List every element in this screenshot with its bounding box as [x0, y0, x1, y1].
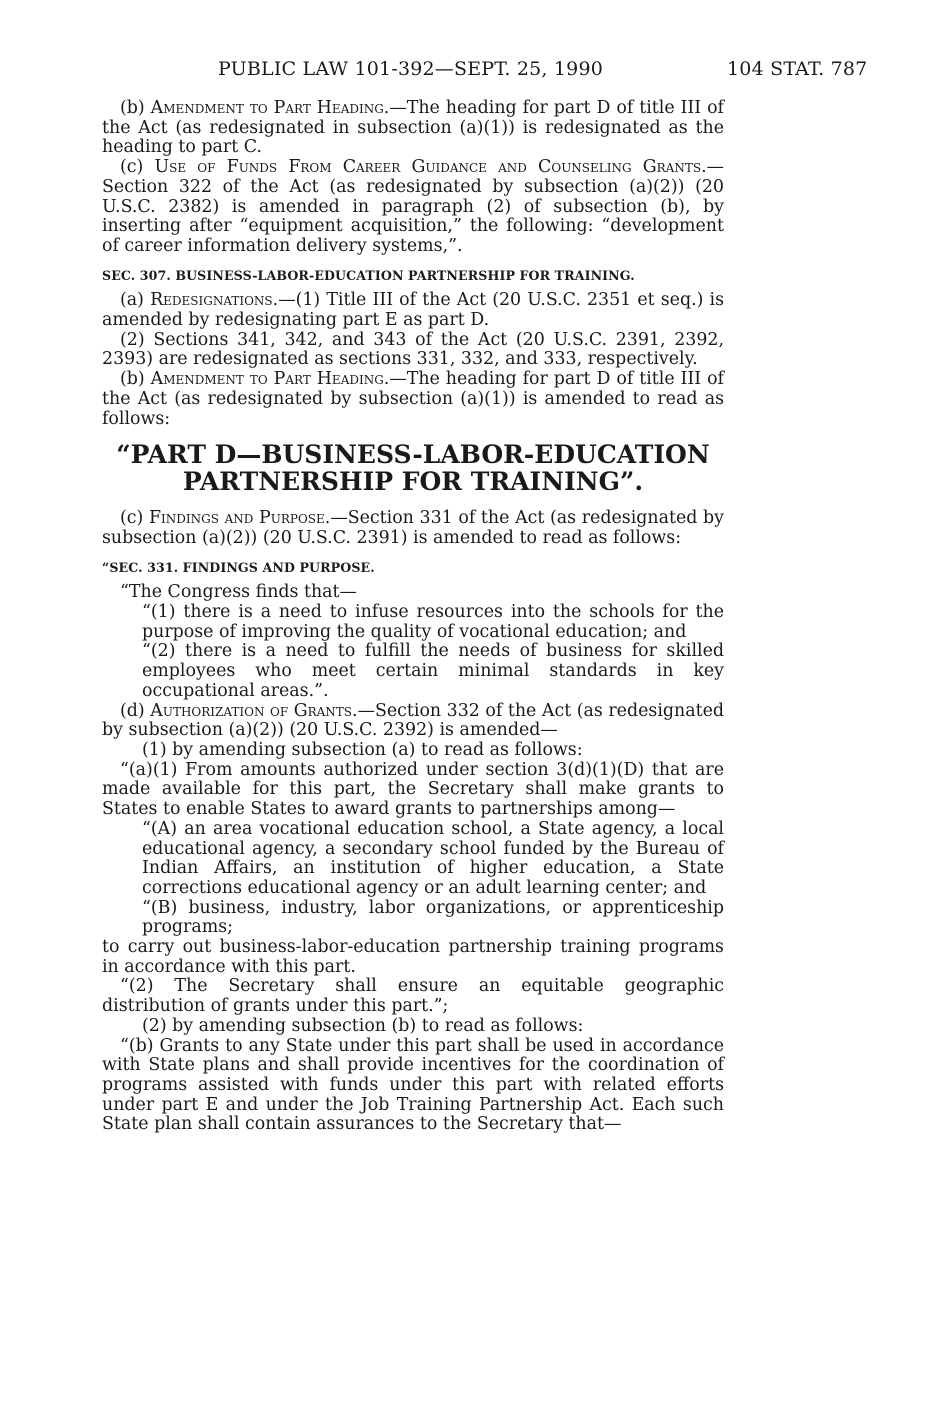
section-331-heading: “SEC. 331. FINDINGS AND PURPOSE.: [102, 559, 375, 575]
caption-authorization-of-grants: Authorization of Grants.: [150, 700, 358, 721]
paragraph-b-grants-to-state: “(b) Grants to any State under this part shall be used in accordance with State plans and shall provide incentives for the coordination of programs assisted with funds under this part with related efforts under part E and under the Job Training Partnership Act. Each such State plan shall contain assurances to the Secretary that—: [102, 1035, 724, 1135]
part-heading-line-2: PARTNERSHIP FOR TRAINING”.: [182, 467, 644, 497]
clause-A: “(A) an area vocational education school, a State agency, a local educational agency, a secondary school funded by the Bureau of Indian Affairs, an institution of higher education, a State corrections educational agency or an adult learning center; and: [142, 818, 724, 898]
paragraph-c-findings-and-purpose: (c) Findings and Purpose.—Section 331 of the Act (as redesignated by subsection (a)(2)) (20 U.S.C. 2391) is amended to read as follows:: [102, 508, 724, 548]
part-heading-line-1: “PART D—BUSINESS-LABOR-EDUCATION: [116, 440, 710, 470]
paragraph-carry-out: to carry out business-labor-education partnership training programs in accordance with this part.: [102, 937, 724, 977]
finding-1: “(1) there is a need to infuse resources into the schools for the purpose of improving the quality of vocational education; and: [142, 602, 724, 642]
paragraph-a1-quote: “(a)(1) From amounts authorized under section 3(d)(1)(D) that are made available for this part, the Secretary shall make grants to States to enable States to award grants to partnerships among—: [102, 759, 724, 820]
header-stat-page: 104 STAT. 787: [727, 58, 868, 80]
caption-amendment-to-part-heading-2: Amendment to Part Heading.: [150, 369, 390, 390]
header-title: PUBLIC LAW 101-392—SEPT. 25, 1990: [218, 58, 604, 80]
paragraph-a-redesignations: (a) Redesignations.—(1) Title III of the Act (20 U.S.C. 2351 et seq.) is amended by redesignating part E as part D.: [102, 290, 725, 331]
paragraph-d2-amend-subsection-b: (2) by amending subsection (b) to read as follows:: [142, 1015, 584, 1036]
paragraph-c-use-of-funds: (c) Use of Funds From Career Guidance and Counseling Grants.—Section 322 of the Act (as redesignated by subsection (a)(2)) (20 U.S.C. 2382) is amended in paragraph (2) of subsection (b), by inserting after “equipment acquisition,” the following: “development of career information delivery systems,”.: [102, 157, 724, 256]
paragraph-b-amendment-to-part-heading-2: (b) Amendment to Part Heading.—The heading for part D of title III of the Act (as redesignated by subsection (a)(1)) is amended to read as follows:: [102, 369, 724, 429]
finding-2: “(2) there is a need to fulfill the needs of business for skilled employees who meet certain minimal standards in key occupational areas.”.: [142, 641, 724, 701]
paragraph-congress-finds: “The Congress finds that—: [120, 582, 357, 603]
paragraph-a2-sections: (2) Sections 341, 342, and 343 of the Act (20 U.S.C. 2391, 2392, 2393) are redesignated as sections 331, 332, and 333, respectively.: [102, 329, 724, 370]
caption-redesignations: Redesignations.: [150, 290, 279, 311]
caption-findings-and-purpose: Findings and Purpose.: [148, 508, 331, 529]
part-d-heading: [102, 441, 724, 495]
clause-B: “(B) business, industry, labor organizations, or apprenticeship programs;: [142, 897, 724, 938]
paragraph-q2-equitable-distribution: “(2) The Secretary shall ensure an equitable geographic distribution of grants under this part.”;: [102, 976, 724, 1017]
paragraph-d1-amend-subsection-a: (1) by amending subsection (a) to read as follows:: [142, 739, 583, 760]
document-body: [102, 99, 724, 1135]
caption-use-of-funds: Use of Funds From Career Guidance and Counseling Grants.: [154, 157, 707, 178]
section-307-heading: SEC. 307. BUSINESS-LABOR-EDUCATION PARTNERSHIP FOR TRAINING.: [102, 267, 635, 283]
caption-amendment-to-part-heading: Amendment to Part Heading.: [150, 98, 390, 118]
paragraph-d-authorization-of-grants: (d) Authorization of Grants.—Section 332 of the Act (as redesignated by subsection (a)(2)) (20 U.S.C. 2392) is amended—: [102, 700, 724, 741]
paragraph-b-amendment-to-part-heading: (b) Amendment to Part Heading.—The heading for part D of title III of the Act (as redesignated in subsection (a)(1)) is redesignated as the heading to part C.: [102, 98, 724, 158]
running-header: [0, 58, 939, 84]
